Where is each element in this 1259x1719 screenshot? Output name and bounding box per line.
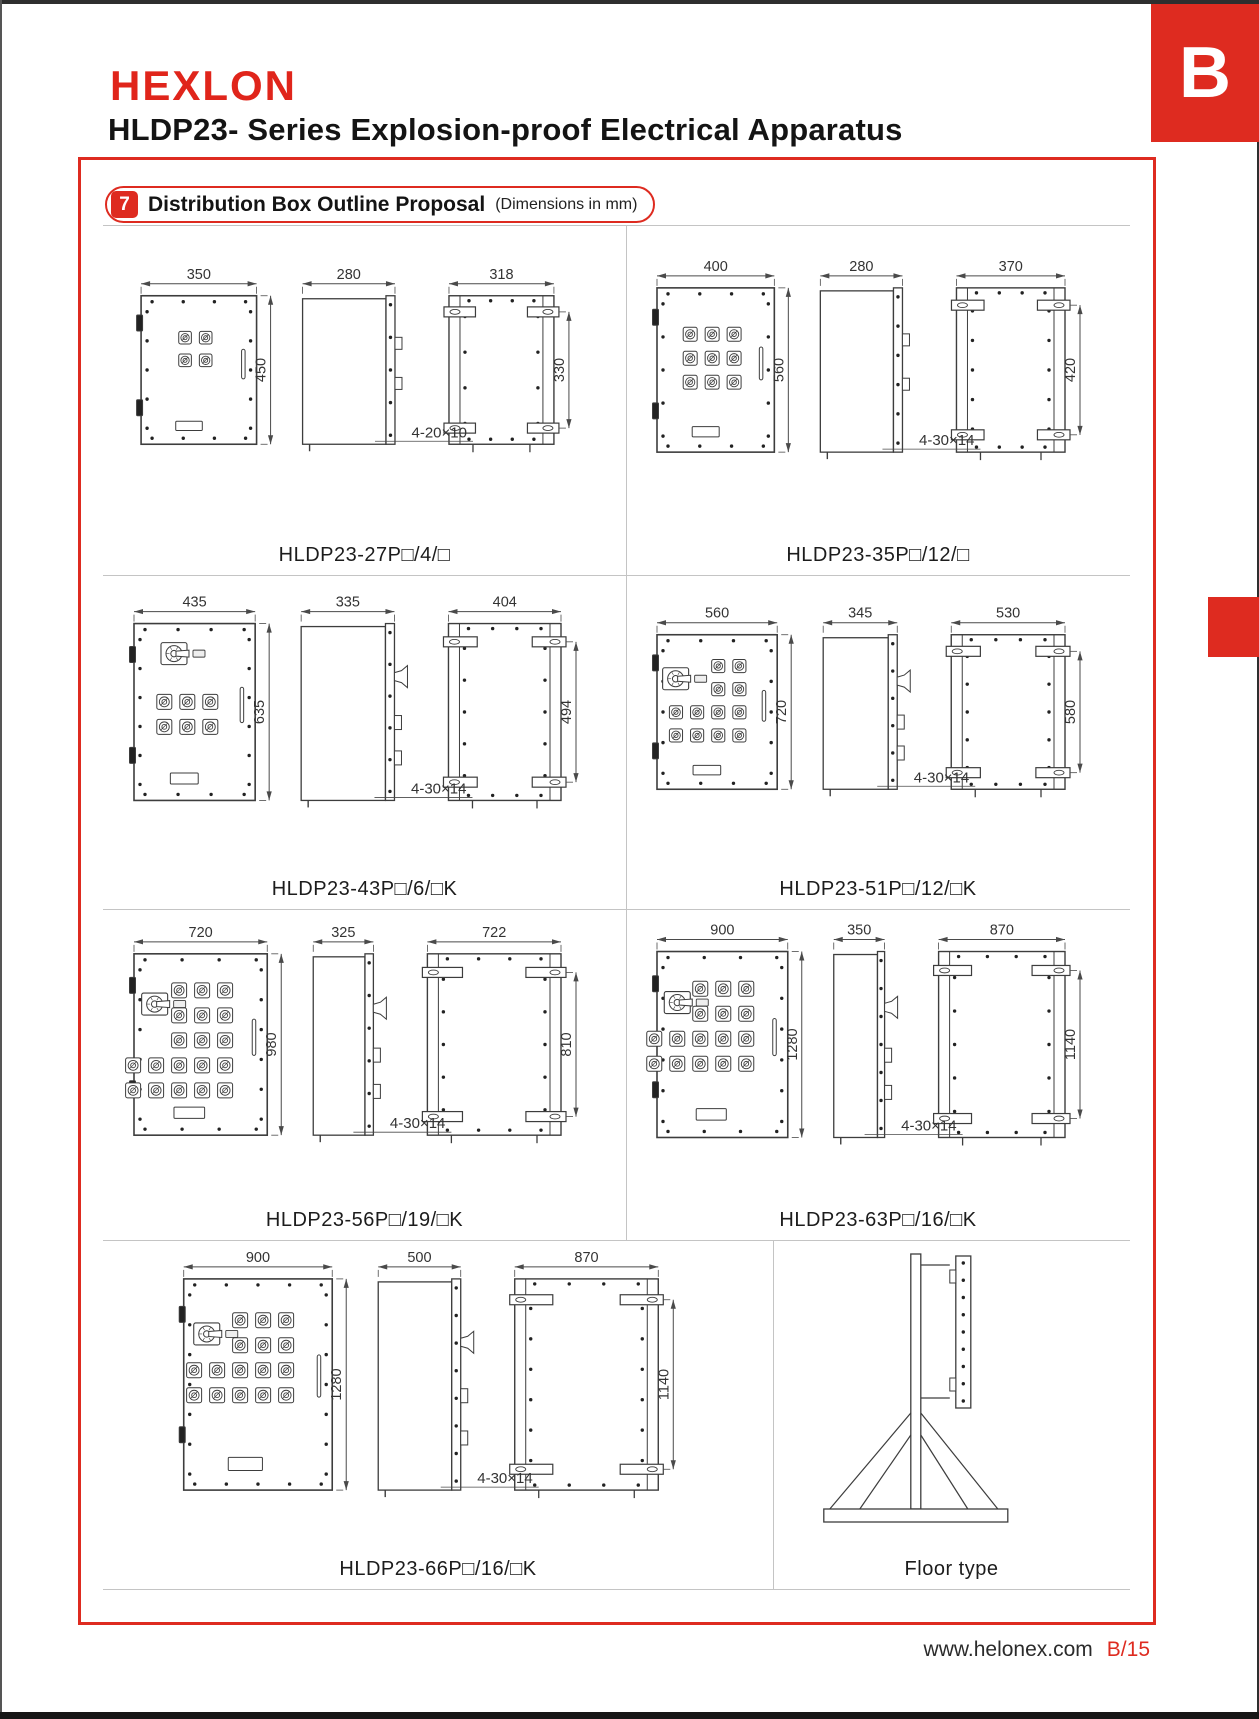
- chapter-tab-letter: B: [1179, 33, 1231, 113]
- svg-text:900: 900: [245, 1249, 271, 1266]
- svg-text:345: 345: [848, 605, 873, 622]
- svg-text:325: 325: [331, 924, 356, 941]
- model-label: HLDP23-35P□/12/□: [786, 544, 970, 566]
- svg-text:810: 810: [559, 1032, 575, 1057]
- model-label: Floor type: [904, 1558, 999, 1580]
- technical-drawing-56p: [103, 909, 626, 1196]
- technical-drawing-66p: [103, 1240, 773, 1545]
- svg-text:635: 635: [252, 699, 269, 725]
- svg-text:350: 350: [847, 922, 872, 939]
- technical-drawing-35p: [626, 225, 1130, 531]
- svg-text:530: 530: [996, 605, 1021, 622]
- page-edge-top: [0, 0, 1259, 4]
- technical-drawing-floor-type: [773, 1240, 1130, 1545]
- drawing-cell-56p: [103, 909, 626, 1240]
- svg-text:500: 500: [407, 1249, 432, 1266]
- svg-text:330: 330: [551, 357, 568, 383]
- svg-text:435: 435: [182, 594, 207, 611]
- model-label: HLDP23-63P□/16/□K: [779, 1209, 977, 1231]
- svg-text:404: 404: [492, 594, 517, 611]
- svg-text:900: 900: [710, 922, 735, 939]
- section-number-badge: 7: [111, 191, 138, 218]
- model-label: HLDP23-51P□/12/□K: [779, 878, 977, 900]
- svg-text:450: 450: [253, 357, 270, 383]
- content-frame: [78, 157, 1156, 1625]
- svg-text:720: 720: [188, 924, 213, 941]
- drawing-cell-27p: [103, 225, 626, 575]
- svg-text:1140: 1140: [656, 1368, 673, 1401]
- svg-text:494: 494: [559, 699, 575, 725]
- technical-drawing-63p: [626, 909, 1130, 1196]
- svg-text:870: 870: [574, 1249, 599, 1266]
- page-edge-bottom: [0, 1712, 1259, 1719]
- svg-text:280: 280: [849, 258, 874, 275]
- svg-text:1140: 1140: [1063, 1028, 1079, 1061]
- grid-line-bottom: [103, 1589, 1130, 1590]
- svg-text:870: 870: [989, 922, 1014, 939]
- brand-logo: HEXLON: [110, 62, 298, 109]
- svg-text:4-30×14: 4-30×14: [918, 432, 975, 450]
- section-subtitle: (Dimensions in mm): [495, 195, 638, 213]
- drawing-cell-43p: [103, 575, 626, 909]
- page-edge-left: [0, 0, 2, 1713]
- svg-text:400: 400: [703, 258, 728, 275]
- svg-text:980: 980: [264, 1032, 281, 1057]
- svg-text:335: 335: [335, 594, 360, 611]
- model-label: HLDP23-27P□/4/□: [278, 544, 451, 566]
- svg-text:720: 720: [774, 699, 791, 725]
- technical-drawing-43p: [103, 575, 626, 865]
- drawing-cell-63p: [626, 909, 1130, 1240]
- footer-page-ref: B/15: [1106, 1638, 1150, 1661]
- model-label: HLDP23-56P□/19/□K: [265, 1209, 464, 1231]
- svg-text:722: 722: [482, 924, 507, 941]
- svg-text:580: 580: [1063, 699, 1079, 725]
- svg-text:318: 318: [489, 266, 514, 283]
- svg-text:4-30×14: 4-30×14: [389, 1115, 446, 1133]
- svg-text:4-30×14: 4-30×14: [411, 780, 467, 798]
- svg-text:420: 420: [1063, 357, 1079, 383]
- drawing-cell-floor-type: [773, 1240, 1130, 1589]
- side-index-tab: [1208, 597, 1259, 657]
- footer-website: www.helonex.com: [923, 1638, 1093, 1661]
- model-label: HLDP23-66P□/16/□K: [339, 1558, 537, 1580]
- svg-text:4-30×14: 4-30×14: [477, 1470, 533, 1488]
- page-title: HLDP23- Series Explosion-proof Electrical Apparatus: [108, 112, 903, 147]
- page-footer: [924, 1638, 1150, 1662]
- svg-text:560: 560: [704, 605, 730, 622]
- chapter-tab: [1151, 4, 1259, 142]
- section-header: [105, 186, 655, 223]
- svg-text:1280: 1280: [329, 1368, 346, 1401]
- svg-text:370: 370: [998, 258, 1023, 275]
- technical-drawing-51p: [626, 575, 1130, 865]
- drawing-cell-66p: [103, 1240, 773, 1589]
- svg-text:350: 350: [186, 266, 211, 283]
- technical-drawing-27p: [103, 225, 626, 531]
- model-label: HLDP23-43P□/6/□K: [271, 878, 458, 900]
- svg-text:4-30×14: 4-30×14: [913, 769, 970, 787]
- svg-text:560: 560: [771, 357, 788, 383]
- svg-text:1280: 1280: [784, 1028, 801, 1061]
- section-title: Distribution Box Outline Proposal: [148, 192, 486, 216]
- svg-text:280: 280: [336, 266, 361, 283]
- svg-text:4-20×10: 4-20×10: [411, 424, 467, 442]
- drawing-cell-35p: [626, 225, 1130, 575]
- svg-text:4-30×14: 4-30×14: [901, 1117, 957, 1135]
- drawing-cell-51p: [626, 575, 1130, 909]
